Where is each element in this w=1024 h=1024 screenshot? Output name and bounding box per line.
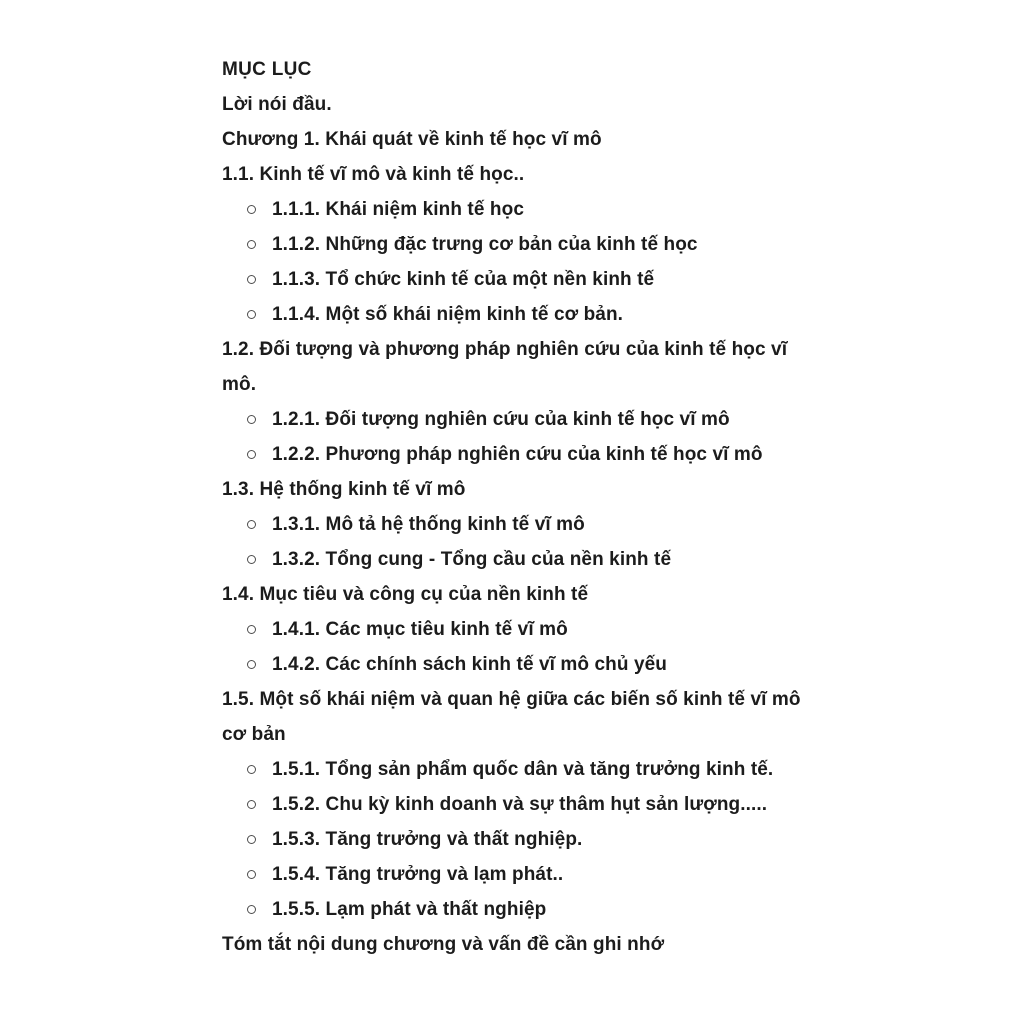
toc-subentry: [222, 612, 826, 647]
toc-entry: [222, 332, 826, 402]
circle-bullet-icon: [247, 765, 256, 774]
toc-entry: [222, 87, 826, 122]
toc-entry-label: 1.1.1. Khái niệm kinh tế học: [272, 199, 524, 220]
document-page: [222, 52, 826, 962]
toc-subentry: [222, 647, 826, 682]
toc-subentry: [222, 542, 826, 577]
toc-entry-label: 1.1. Kinh tế vĩ mô và kinh tế học..: [222, 164, 525, 185]
circle-bullet-icon: [247, 275, 256, 284]
toc-subentry: [222, 752, 826, 787]
toc-entry-label: 1.4. Mục tiêu và công cụ của nền kinh tế: [222, 584, 589, 605]
circle-bullet-icon: [247, 555, 256, 564]
toc-entry-label: 1.3. Hệ thống kinh tế vĩ mô: [222, 479, 466, 500]
toc-entry-label: 1.3.1. Mô tả hệ thống kinh tế vĩ mô: [272, 514, 585, 535]
toc-subentry: [222, 507, 826, 542]
toc-entry-label: 1.5.4. Tăng trưởng và lạm phát..: [272, 864, 564, 885]
page-title: MỤC LỤC: [222, 59, 312, 80]
toc-subentry: [222, 402, 826, 437]
toc-entry: [222, 122, 826, 157]
toc-entry-label: 1.1.3. Tổ chức kinh tế của một nền kinh tế: [272, 269, 655, 290]
toc-entry-label: 1.3.2. Tổng cung - Tổng cầu của nền kinh tế: [272, 549, 672, 570]
toc-entry-label: 1.1.4. Một số khái niệm kinh tế cơ bản.: [272, 304, 624, 325]
toc-entry-label: 1.4.1. Các mục tiêu kinh tế vĩ mô: [272, 619, 568, 640]
toc-subentry: [222, 892, 826, 927]
toc-entry-label: Tóm tắt nội dung chương và vấn đề cần ghi nhớ: [222, 934, 665, 955]
toc-subentry: [222, 262, 826, 297]
toc-subentry: [222, 822, 826, 857]
toc-entry-label: 1.4.2. Các chính sách kinh tế vĩ mô chủ yếu: [272, 654, 667, 675]
toc-entry: [222, 682, 826, 752]
toc-subentry: [222, 192, 826, 227]
circle-bullet-icon: [247, 660, 256, 669]
toc-subentry: [222, 437, 826, 472]
toc-subentry: [222, 787, 826, 822]
toc-subentry: [222, 297, 826, 332]
toc-entry-label: 1.5.1. Tổng sản phẩm quốc dân và tăng trưởng kinh tế.: [272, 759, 774, 780]
circle-bullet-icon: [247, 205, 256, 214]
circle-bullet-icon: [247, 905, 256, 914]
circle-bullet-icon: [247, 800, 256, 809]
toc-entry-label: 1.5. Một số khái niệm và quan hệ giữa các biến số kinh tế vĩ mô cơ bản: [222, 689, 801, 745]
toc-entry-label: Chương 1. Khái quát về kinh tế học vĩ mô: [222, 129, 602, 150]
toc-entry: [222, 927, 826, 962]
toc-entry-label: 1.5.3. Tăng trưởng và thất nghiệp.: [272, 829, 583, 850]
circle-bullet-icon: [247, 240, 256, 249]
toc-subentry: [222, 857, 826, 892]
toc-entry-label: 1.5.5. Lạm phát và thất nghiệp: [272, 899, 547, 920]
toc-entry-label: Lời nói đầu.: [222, 94, 332, 115]
circle-bullet-icon: [247, 520, 256, 529]
circle-bullet-icon: [247, 415, 256, 424]
circle-bullet-icon: [247, 625, 256, 634]
toc-entry: [222, 157, 826, 192]
toc-entry: [222, 577, 826, 612]
toc-subentry: [222, 227, 826, 262]
toc-entry-list: [222, 87, 826, 962]
toc-entry: [222, 472, 826, 507]
circle-bullet-icon: [247, 310, 256, 319]
toc-entry-label: 1.1.2. Những đặc trưng cơ bản của kinh tế học: [272, 234, 698, 255]
circle-bullet-icon: [247, 870, 256, 879]
toc-entry-label: 1.5.2. Chu kỳ kinh doanh và sự thâm hụt sản lượng.....: [272, 794, 768, 815]
toc-entry-label: 1.2. Đối tượng và phương pháp nghiên cứu của kinh tế học vĩ mô.: [222, 339, 788, 395]
toc-entry-label: 1.2.2. Phương pháp nghiên cứu của kinh tế học vĩ mô: [272, 444, 763, 465]
toc-entry-label: 1.2.1. Đối tượng nghiên cứu của kinh tế học vĩ mô: [272, 409, 730, 430]
circle-bullet-icon: [247, 450, 256, 459]
circle-bullet-icon: [247, 835, 256, 844]
